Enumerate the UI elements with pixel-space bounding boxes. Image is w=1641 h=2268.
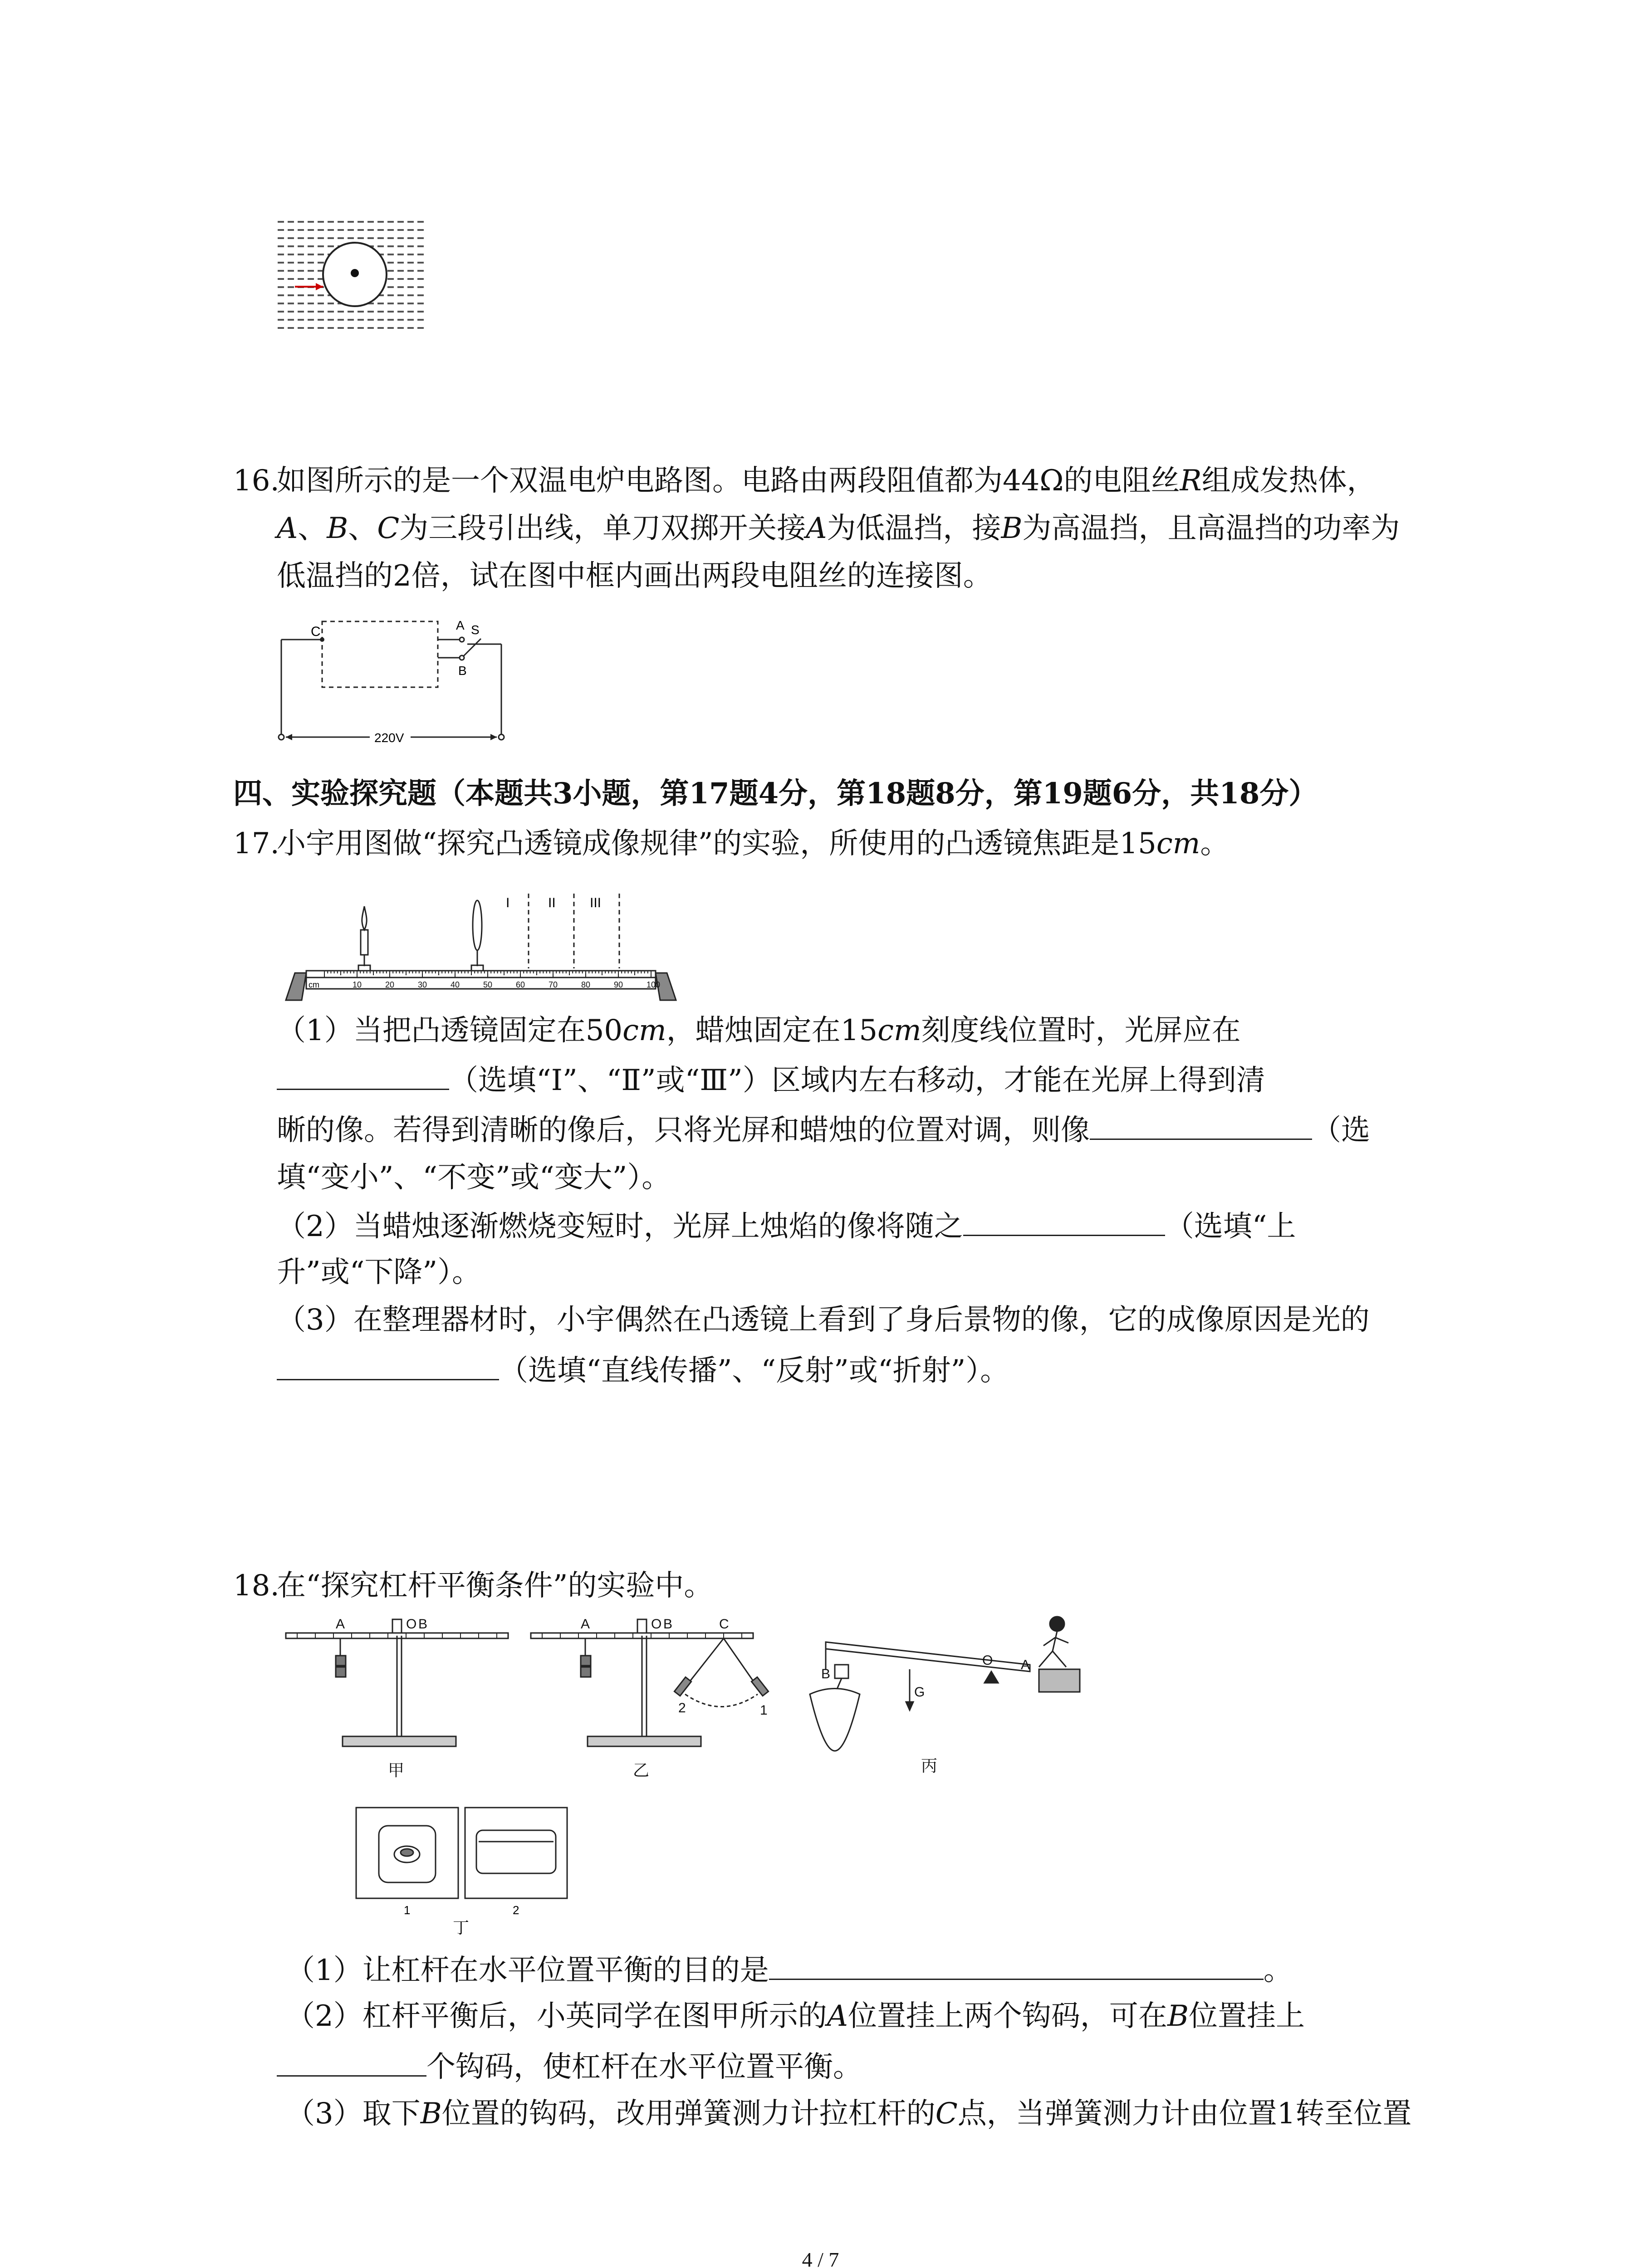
- q17-blank-1[interactable]: [277, 1061, 449, 1090]
- q18-p3c: 点，当弹簧测力计由位置1转至位置: [957, 2097, 1412, 2131]
- q16-l2a: A: [277, 512, 298, 545]
- bench-tick-label: 70: [549, 980, 558, 989]
- q17-p1u1: cm: [622, 1014, 666, 1047]
- q16-label-c: C: [311, 624, 321, 639]
- q16-l2b: 、: [298, 512, 327, 545]
- q17-p1-line3: [277, 1110, 1370, 1149]
- q16-l2f: 为三段引出线，单刀双掷开关接: [399, 512, 806, 545]
- q18-p3b: 位置的钩码，改用弹簧测力计拉杠杆的: [441, 2097, 936, 2131]
- fig-bing-label-o: O: [982, 1653, 993, 1668]
- bench-tick-label: 30: [418, 980, 427, 989]
- q17-stem-unit: cm: [1156, 827, 1200, 860]
- fig-bing-label-a: A: [1021, 1657, 1030, 1672]
- q17-stem-b: 。: [1200, 827, 1230, 860]
- q18-p2-line1: [286, 1998, 1305, 2034]
- q17-p2-line1: [277, 1207, 1296, 1245]
- q17-stem: [277, 826, 1229, 862]
- q17-p3b: （选填“直线传播”、“反射”或“折射”）。: [499, 1354, 1009, 1388]
- q17-p1d: （选填“Ⅰ”、“Ⅱ”或“Ⅲ”）区域内左右移动，才能在光屏上得到清: [449, 1064, 1265, 1097]
- q18-p2-line2: [277, 2047, 862, 2085]
- q17-p2-line2: 升”或“下降”）。: [277, 1256, 481, 1289]
- bench-tick-label: 20: [385, 980, 395, 989]
- q17-p1a: （1）当把凸透镜固定在50: [277, 1014, 623, 1047]
- q17-p1c: 刻度线位置时，光屏应在: [921, 1014, 1241, 1047]
- q17-stem-a: 小宇用图做“探究凸透镜成像规律”的实验，所使用的凸透镜焦距是15: [277, 827, 1156, 860]
- q17-blank-4[interactable]: [277, 1351, 499, 1380]
- fig-jia-label-b: B: [418, 1617, 428, 1632]
- fig-yi-label-1: 1: [760, 1703, 768, 1718]
- fig-bing-label-g: G: [914, 1685, 925, 1700]
- q17-p1f: （选: [1312, 1114, 1370, 1147]
- fig-ding-caption: 丁: [453, 1918, 470, 1937]
- q18-p2b: 位置挂上两个钩码，可在: [847, 1999, 1167, 2033]
- q16-line-2: [277, 510, 1400, 547]
- q17-p2b: （选填“上: [1165, 1210, 1296, 1243]
- q16-line-1: [277, 463, 1376, 499]
- q16-var-r: R: [1180, 464, 1202, 498]
- bench-tick-label: 40: [451, 980, 460, 989]
- q17-region-2: II: [548, 895, 556, 910]
- fig-yi-label-a: A: [581, 1617, 590, 1632]
- bench-tick-label: 100: [647, 980, 661, 989]
- q18-p2c: 位置挂上: [1188, 1999, 1305, 2033]
- bench-tick-label: 50: [483, 980, 493, 989]
- q18-lever-figures: [277, 1615, 1093, 1787]
- section-heading: 四、实验探究题（本题共3小题，第17题4分，第18题8分，第19题6分，共18分）: [233, 777, 1318, 811]
- q17-region-3: III: [590, 895, 602, 910]
- q17-p1-line4: 填“变小”、“不变”或“变大”）。: [277, 1161, 671, 1194]
- water-ball-figure: [277, 218, 426, 331]
- q17-p3-line1: （3）在整理器材时，小宇偶然在凸透镜上看到了身后景物的像，它的成像原因是光的: [277, 1303, 1370, 1337]
- fig-yi-label-2: 2: [678, 1701, 686, 1716]
- q16-label-s: S: [471, 623, 480, 637]
- q17-p1b: ，蜡烛固定在15: [666, 1014, 878, 1047]
- q16-circuit-figure: [272, 608, 517, 748]
- fig-yi-label-b: B: [663, 1617, 673, 1632]
- q16-l2i: B: [1001, 512, 1023, 545]
- q16-l1a: 如图所示的是一个双温电炉电路图。电路由两段阻值都为44Ω的电阻丝: [277, 464, 1180, 498]
- fig-jia-label-a: A: [336, 1617, 345, 1632]
- q16-label-b: B: [458, 664, 467, 678]
- q16-l2c: B: [327, 512, 348, 545]
- q18-p2A: A: [827, 1999, 848, 2033]
- q18-number: 18.: [233, 1569, 279, 1603]
- q18-p2a: （2）杠杆平衡后，小英同学在图甲所示的: [286, 1999, 827, 2033]
- q17-number: 17.: [233, 827, 279, 860]
- q16-l2g: A: [806, 512, 827, 545]
- q18-p3C: C: [935, 2097, 958, 2131]
- q17-p1u2: cm: [877, 1014, 921, 1047]
- bench-tick-label: 10: [353, 980, 362, 989]
- fig-yi-label-c: C: [719, 1617, 729, 1632]
- q16-l1b: 组成发热体，: [1201, 464, 1376, 498]
- bench-tick-label: 90: [614, 980, 623, 989]
- fig-jia-caption: 甲: [388, 1761, 405, 1779]
- q17-blank-3[interactable]: [963, 1207, 1165, 1236]
- q16-l2e: C: [377, 512, 400, 545]
- q18-p1b: 。: [1263, 1954, 1293, 1987]
- q16-l2h: 为低温挡，接: [827, 512, 1001, 545]
- q18-p3a: （3）取下: [286, 2097, 421, 2131]
- fig-yi-caption: 乙: [633, 1761, 650, 1779]
- q18-stem: 在“探究杠杆平衡条件”的实验中。: [277, 1569, 713, 1603]
- q18-p2d: 个钩码，使杠杆在水平位置平衡。: [426, 2050, 862, 2084]
- q17-region-1: I: [506, 895, 510, 910]
- q17-p1-line1: [277, 1012, 1241, 1049]
- q17-p1-line2: [277, 1061, 1265, 1099]
- q18-blank-1[interactable]: [769, 1950, 1264, 1980]
- bench-tick-label: 80: [581, 980, 591, 989]
- q18-p3: [286, 2096, 1411, 2132]
- q17-p1e: 晰的像。若得到清晰的像后，只将光屏和蜡烛的位置对调，则像: [277, 1114, 1090, 1147]
- q16-l2j: 为高温挡，且高温挡的功率为: [1022, 512, 1400, 545]
- fig-jia-label-o: O: [406, 1617, 417, 1632]
- q18-blank-2[interactable]: [277, 2047, 426, 2077]
- fig-ding-2: 2: [513, 1903, 519, 1917]
- q17-blank-2[interactable]: [1090, 1110, 1312, 1140]
- q17-bench-unit: cm: [309, 980, 319, 989]
- fig-yi-label-o: O: [651, 1617, 662, 1632]
- q16-l2d: 、: [348, 512, 377, 545]
- q18-p1: [286, 1950, 1293, 1989]
- q16-line-3: 低温挡的2倍，试在图中框内画出两段电阻丝的连接图。: [277, 559, 992, 593]
- q17-optical-bench-figure: [281, 880, 681, 1002]
- q18-p1a: （1）让杠杆在水平位置平衡的目的是: [286, 1954, 769, 1987]
- q16-number: 16.: [233, 464, 279, 498]
- q16-label-a: A: [456, 618, 465, 632]
- page-number: 4 / 7: [802, 2248, 839, 2268]
- q16-label-220v: 220V: [374, 731, 404, 745]
- q18-ding-figure: [354, 1805, 572, 1937]
- q17-p2a: （2）当蜡烛逐渐燃烧变短时，光屏上烛焰的像将随之: [277, 1210, 963, 1243]
- q18-p2B: B: [1167, 1999, 1189, 2033]
- q18-p3B: B: [420, 2097, 442, 2131]
- bench-tick-label: 60: [516, 980, 525, 989]
- fig-ding-1: 1: [404, 1903, 411, 1917]
- q17-p3-line2: [277, 1351, 1009, 1389]
- fig-bing-label-b: B: [821, 1667, 831, 1681]
- fig-bing-caption: 丙: [921, 1756, 938, 1775]
